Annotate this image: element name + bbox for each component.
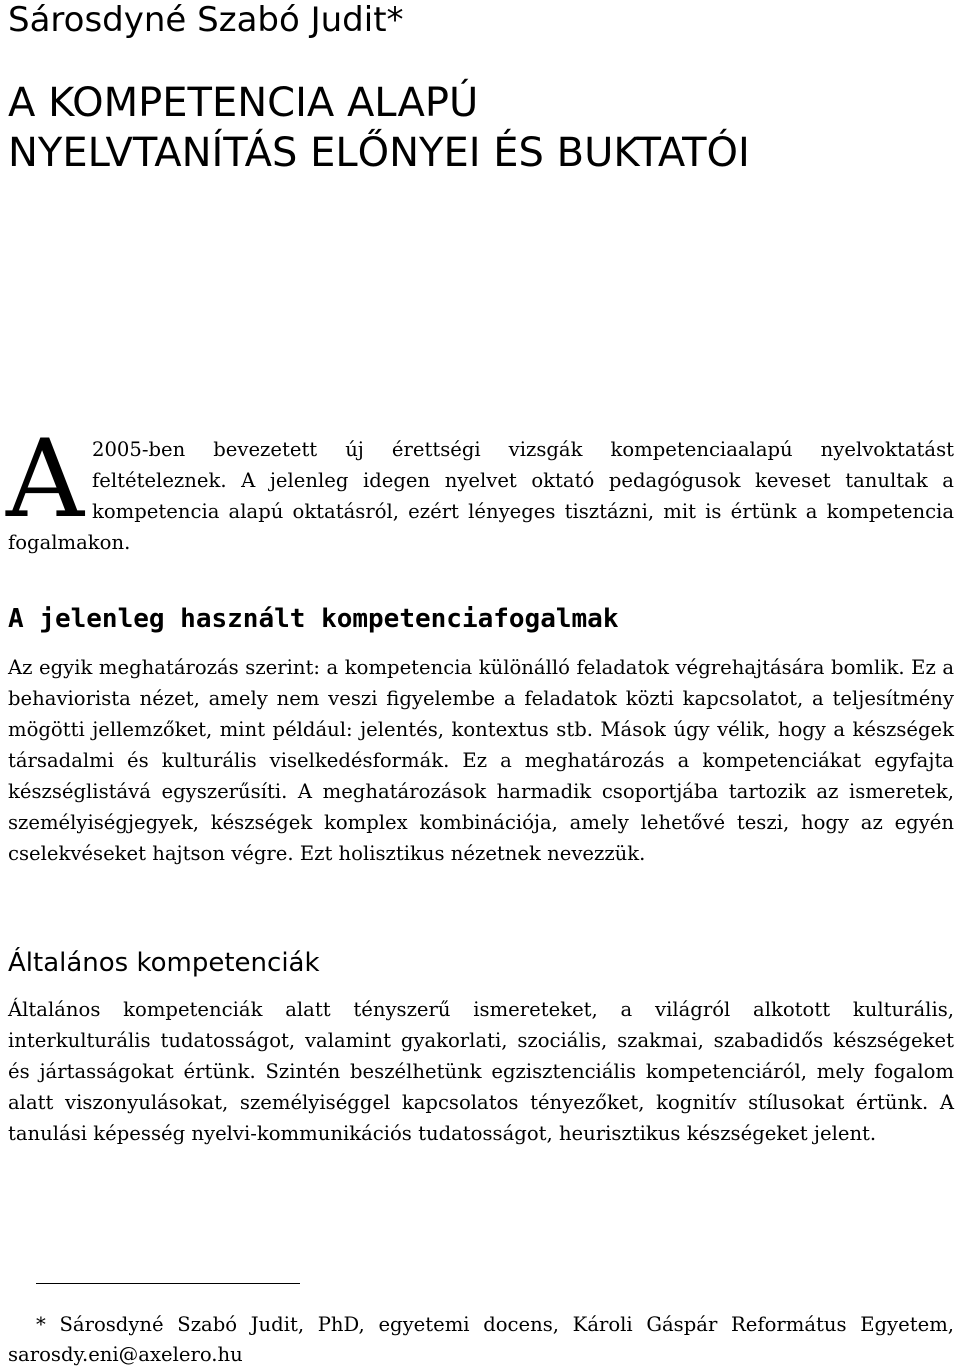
article-title-line-1: A KOMPETENCIA ALAPÚ	[8, 80, 479, 126]
footnote-divider	[36, 1283, 300, 1284]
section-body-general-competences: Általános kompetenciák alatt tényszerű ismereteket, a világról alkotott kulturális, interkulturális tudatosságot, valamint gyakorlati, szociális, szakmai, szabadidős készségeket és jártasságokat értünk. Szintén beszélhetünk egzisztenciális kompetenciáról, mely fogalom alatt viszonyulásokat, személyiséggel kapcsolatos tényezőket, kognitív stílusokat értünk. A tanulási képesség nyelvi-kommunikációs tudatosságot, heurisztikus készségeket jelent.	[8, 998, 954, 1145]
article-title	[8, 78, 750, 178]
intro-text: 2005-ben bevezetett új érettségi vizsgák kompetenciaalapú nyelvoktatást feltételeznek. A jelenleg idegen nyelvet oktató pedagógusok keveset tanultak a kompetencia alapú oktatásról, ezért lényeges tisztázni, mit is értünk a kompetencia fogalmakon.	[8, 438, 954, 554]
footnote-marker: *	[36, 1313, 60, 1336]
article-title-line-2: NYELVTANÍTÁS ELŐNYEI ÉS BUKTATÓI	[8, 130, 750, 176]
author-name: Sárosdyné Szabó Judit*	[8, 0, 404, 40]
footnote-text: Sárosdyné Szabó Judit, PhD, egyetemi docens, Károli Gáspár Református Egyetem, sarosdy.eni@axelero.hu	[8, 1313, 955, 1366]
intro-paragraph	[6, 417, 954, 558]
section-body-competence-concepts: Az egyik meghatározás szerint: a kompetencia különálló feladatok végrehajtására bomlik. Ez a behaviorista nézet, amely nem veszi figyelembe a feladatok közti kapcsolatot, a teljesítmény mögötti jellemzőket, mint például: jelentés, kontextus stb. Mások úgy vélik, hogy a készségek társadalmi és kulturális viselkedésformák. Ez a meghatározás a kompetenciákat egyfajta készséglistává egyszerűsíti. A meghatározások harmadik csoportjába tartozik az ismeretek, személyiségjegyek, készségek komplex kombinációja, amely lehetővé teszi, hogy az egyén cselekvéseket hajtson végre. Ezt holisztikus nézetnek nevezzük.	[8, 656, 954, 865]
section-heading-competence-concepts: A jelenleg használt kompetenciafogalmak	[8, 604, 619, 634]
footnote	[8, 1310, 954, 1370]
drop-cap: A	[6, 417, 84, 542]
section-heading-general-competences: Általános kompetenciák	[8, 948, 320, 978]
